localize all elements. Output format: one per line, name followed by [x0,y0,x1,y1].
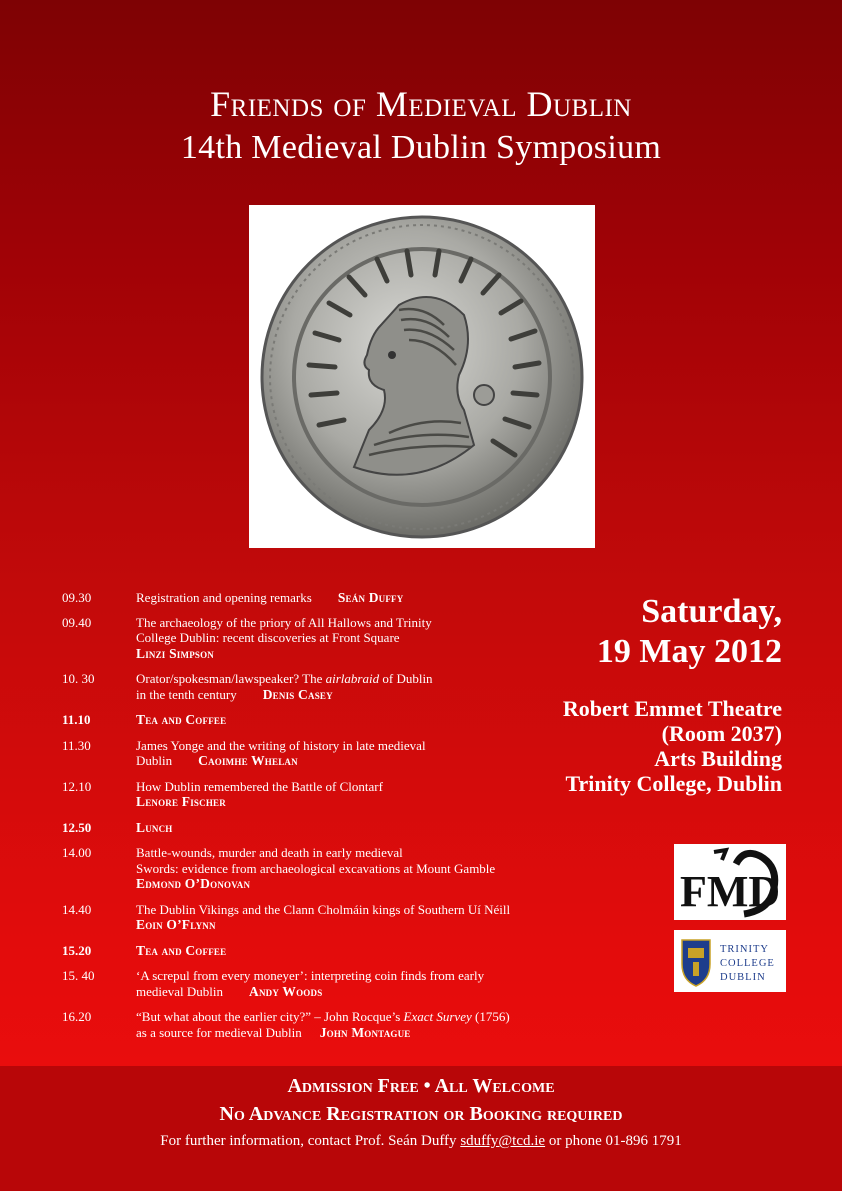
schedule-item [62,1009,582,1040]
schedule-break [62,712,582,728]
fmd-logo-text: FMD [680,867,781,916]
tcd-logo [674,930,786,992]
schedule-time: 10. 30 [62,671,95,686]
talk-title: Orator/spokesman/lawspeaker? The [136,671,326,686]
schedule-item [62,902,582,933]
venue-line: Arts Building [654,746,782,771]
tcd-logo-line: DUBLIN [720,972,766,983]
schedule-time: 12.50 [62,819,92,835]
speaker-name: Seán Duffy [337,590,404,605]
break-label: Tea and Coffee [136,942,227,958]
talk-title: Swords: evidence from archaeological excavations at Mount Gamble [136,860,496,876]
contact-text: For further information, contact Prof. Seán Duffy [160,1133,461,1149]
fmd-logo-mark [674,844,786,920]
speaker-name: Caoimhe Whelan [198,753,298,768]
talk-title: ‘A screpul from every moneyer’: interpreting coin finds from early [136,968,485,983]
registration-notice: No Advance Registration or Booking required [219,1103,623,1125]
admission-notice: Admission Free • All Welcome [287,1075,555,1097]
schedule-time: 14.40 [62,901,92,917]
break-label: Lunch [136,819,173,835]
schedule-time: 15.20 [62,942,92,958]
talk-title: medieval Dublin [136,983,224,999]
schedule [62,590,582,1040]
schedule-item [62,968,582,999]
tcd-logo-line: COLLEGE [720,958,775,969]
tcd-logo-line: TRINITY [720,944,769,955]
talk-title: Dublin [136,753,173,768]
talk-title: Registration and opening remarks [136,590,312,605]
page-subtitle: 14th Medieval Dublin Symposium [180,129,662,166]
speaker-name: Eoin O’Flynn [136,917,216,932]
talk-title: as a source for medieval Dublin [136,1024,302,1040]
schedule-time: 12.10 [62,778,92,794]
schedule-time: 09.30 [62,590,92,605]
speaker-name: Andy Woods [249,983,323,999]
schedule-time: 09.40 [62,614,92,630]
talk-title: Battle-wounds, murder and death in early medieval [136,845,403,860]
speaker-name: Edmond O’Donovan [136,876,251,891]
schedule-item [62,615,582,662]
schedule-time: 15. 40 [62,968,95,983]
talk-title: “But what about the earlier city?” – John Rocque’s [136,1009,404,1024]
page-title: Friends of Medieval Dublin [210,84,632,124]
schedule-item [62,738,582,769]
coin-illustration [249,205,595,548]
talk-title: in the tenth century [136,686,237,702]
schedule-item [62,671,582,702]
footer [0,1066,842,1191]
tcd-crest [674,930,786,992]
fmd-logo [674,844,786,920]
event-day: Saturday, [641,593,782,630]
speaker-name: Lenore Fischer [136,794,226,809]
schedule-item [62,779,582,810]
schedule-item [62,845,582,892]
talk-title: The archaeology of the priory of All Hallows and Trinity [136,614,432,630]
talk-title: James Yonge and the writing of history in late medieval [136,737,426,753]
talk-title-emphasis: Exact Survey [403,1009,472,1024]
speaker-name: Denis Casey [262,686,333,702]
schedule-break [62,943,582,959]
talk-title-emphasis: airlabraid [325,671,380,686]
talk-title: The Dublin Vikings and the Clann Cholmáin kings of Southern Uí Néill [136,901,511,917]
venue-line: Trinity College, Dublin [565,771,782,796]
schedule-item [62,590,582,606]
event-venue [563,696,782,796]
event-date [597,592,782,672]
schedule-time: 11.10 [62,712,91,727]
venue-line: Robert Emmet Theatre [562,696,782,721]
schedule-time: 14.00 [62,845,92,860]
talk-title: of Dublin [379,671,433,686]
email-link[interactable]: sduffy@tcd.ie [460,1133,546,1149]
break-label: Tea and Coffee [136,712,227,727]
speaker-name: John Montague [319,1024,411,1040]
schedule-time: 16.20 [62,1009,92,1024]
contact-phone: or phone 01-896 1791 [545,1133,682,1149]
event-date-value: 19 May 2012 [596,633,782,670]
coin-image [249,205,595,548]
talk-title: College Dublin: recent discoveries at Front Square [136,630,400,645]
venue-line: (Room 2037) [661,721,782,746]
schedule-break [62,820,582,836]
contact-line [0,1132,842,1150]
schedule-time: 11.30 [62,737,91,753]
talk-title: (1756) [471,1009,510,1024]
speaker-name: Linzi Simpson [136,645,214,661]
talk-title: How Dublin remembered the Battle of Clontarf [136,778,383,794]
